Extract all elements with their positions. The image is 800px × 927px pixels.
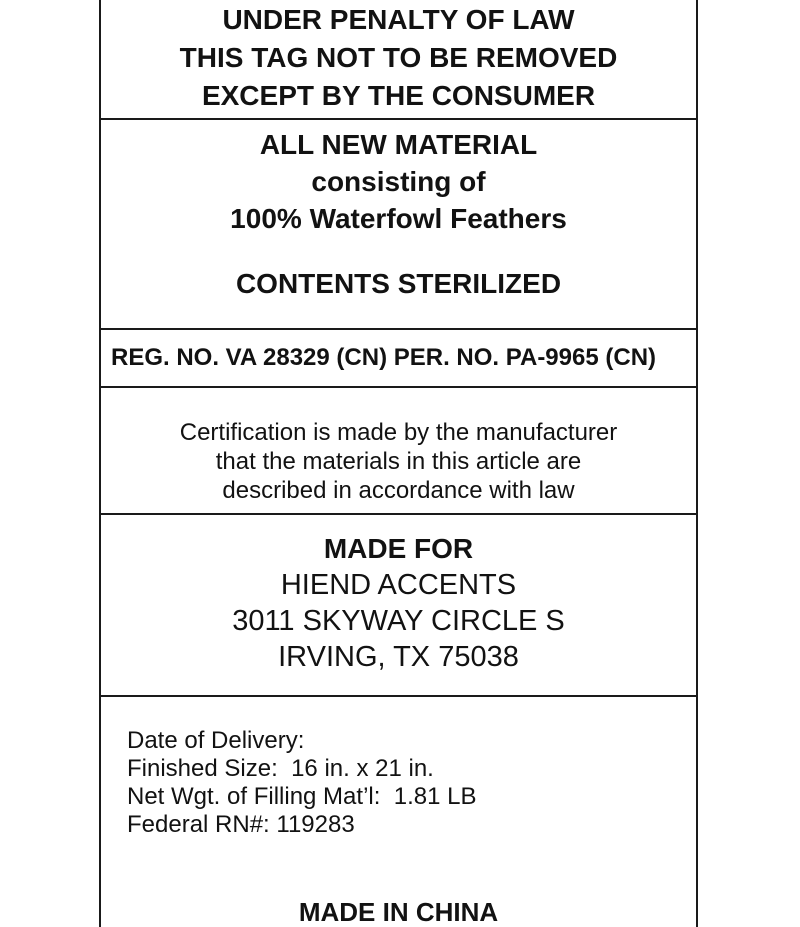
penalty-line-3: EXCEPT BY THE CONSUMER xyxy=(201,80,596,111)
material-title: ALL NEW MATERIAL xyxy=(259,129,538,160)
contents-sterilized: CONTENTS STERILIZED xyxy=(235,268,562,299)
certification-line-2: that the materials in this article are xyxy=(215,448,582,475)
material-contents: 100% Waterfowl Feathers xyxy=(230,203,567,234)
made-in-china: MADE IN CHINA xyxy=(298,897,499,927)
law-label-tag xyxy=(99,0,698,927)
finished-size: Finished Size: 16 in. x 21 in. xyxy=(127,755,434,782)
penalty-warning-section xyxy=(101,0,696,120)
made-for-address-line1: 3011 SKYWAY CIRCLE S xyxy=(232,605,565,637)
made-for-heading: MADE FOR xyxy=(323,533,474,564)
made-for-company: HIEND ACCENTS xyxy=(280,569,517,601)
made-for-section xyxy=(101,515,696,697)
penalty-line-1: UNDER PENALTY OF LAW xyxy=(222,4,575,35)
certification-line-3: described in accordance with law xyxy=(222,477,575,504)
net-weight-filling: Net Wgt. of Filling Mat’l: 1.81 LB xyxy=(127,783,477,810)
certification-line-1: Certification is made by the manufacturer xyxy=(179,419,618,446)
registration-numbers: REG. NO. VA 28329 (CN) PER. NO. PA-9965 (CN) xyxy=(111,344,657,371)
material-subtitle: consisting of xyxy=(311,166,486,197)
registration-section xyxy=(101,330,696,388)
certification-section xyxy=(101,388,696,515)
penalty-line-2: THIS TAG NOT TO BE REMOVED xyxy=(179,42,618,73)
material-section xyxy=(101,120,696,330)
federal-rn-number: Federal RN#: 119283 xyxy=(127,811,355,838)
made-for-address-line2: IRVING, TX 75038 xyxy=(278,641,519,673)
date-of-delivery: Date of Delivery: xyxy=(127,727,305,754)
details-section xyxy=(101,697,696,927)
